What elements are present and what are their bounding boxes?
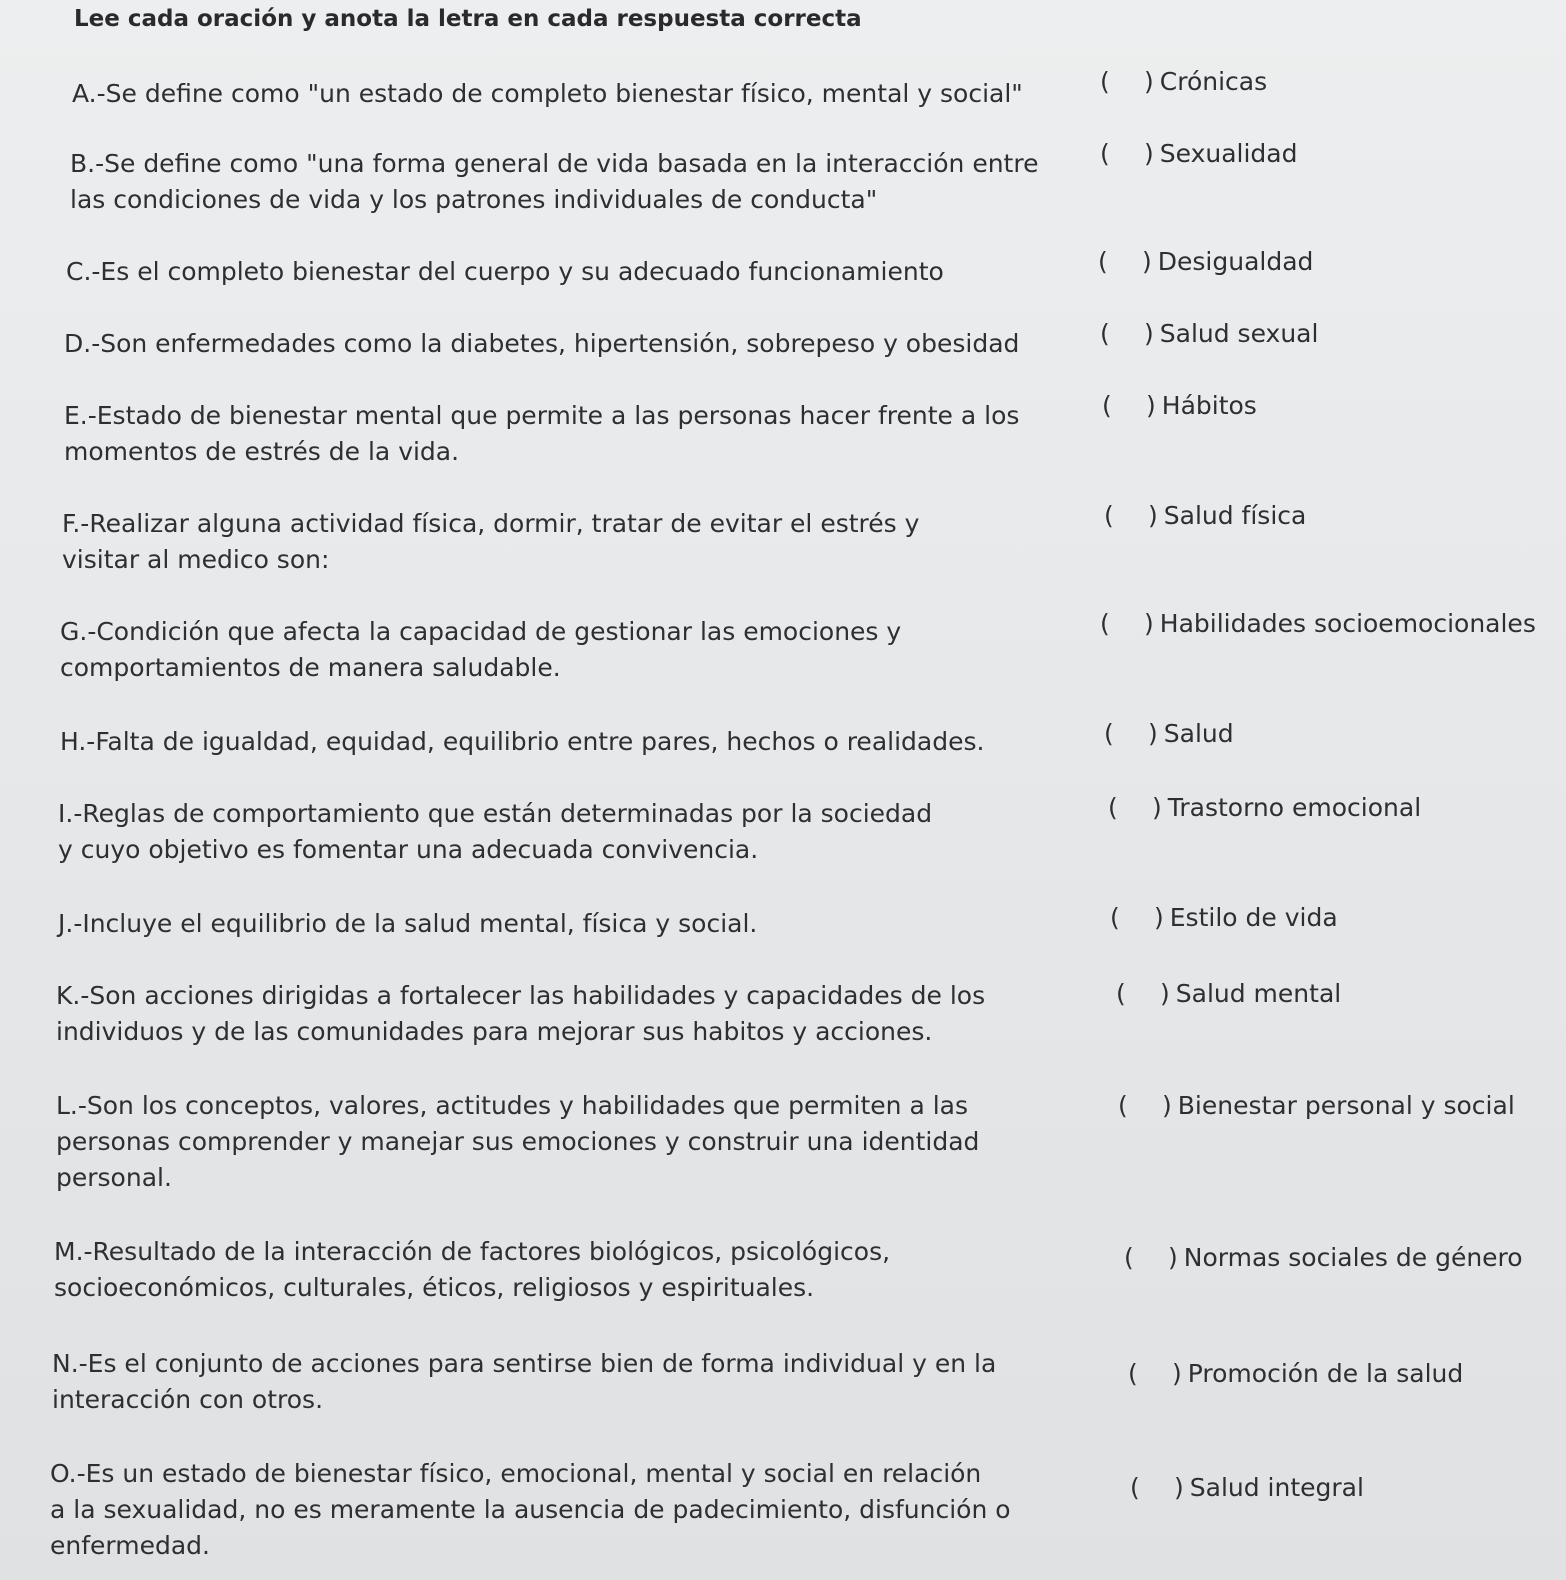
question-n [52, 1346, 996, 1418]
question-line: personal. [56, 1163, 172, 1192]
question-line: F.-Realizar alguna actividad física, dormir, tratar de evitar el estrés y [62, 509, 920, 538]
question-line: M.-Resultado de la interacción de factores biológicos, psicológicos, [54, 1237, 891, 1266]
answer-blank-salud-fisica[interactable] [1104, 498, 1306, 534]
question-line: personas comprender y manejar sus emociones y construir una identidad [56, 1127, 980, 1156]
question-i [58, 796, 932, 868]
question-line: socioeconómicos, culturales, éticos, religiosos y espirituales. [54, 1273, 815, 1302]
answer-paren-close: ) [1152, 793, 1162, 822]
question-j [58, 906, 757, 942]
question-line: C.-Es el completo bienestar del cuerpo y su adecuado funcionamiento [66, 257, 944, 286]
answer-paren-close: ) [1144, 139, 1154, 168]
answer-blank-desigualdad[interactable] [1098, 244, 1313, 280]
answer-paren-close: ) [1146, 391, 1156, 420]
question-line: L.-Son los conceptos, valores, actitudes y habilidades que permiten a las [56, 1091, 969, 1120]
question-line: H.-Falta de igualdad, equidad, equilibrio entre pares, hechos o realidades. [60, 727, 985, 756]
answer-paren-close: ) [1144, 609, 1154, 638]
question-o [50, 1456, 1011, 1564]
answer-paren-open: ( [1100, 609, 1110, 638]
answer-label: Sexualidad [1159, 139, 1298, 168]
answer-paren-open: ( [1116, 979, 1126, 1008]
answer-paren-close: ) [1172, 1359, 1182, 1388]
answer-label: Salud [1163, 719, 1234, 748]
answer-paren-close: ) [1148, 501, 1158, 530]
answer-blank-promocion-de-la-salud[interactable] [1128, 1356, 1463, 1392]
answer-paren-close: ) [1154, 903, 1164, 932]
answer-label: Estilo de vida [1169, 903, 1338, 932]
question-d [64, 326, 1019, 362]
answer-label: Normas sociales de género [1183, 1243, 1523, 1272]
answer-blank-normas-sociales-de-genero[interactable] [1124, 1240, 1523, 1276]
answer-label: Desigualdad [1157, 247, 1314, 276]
answer-blank-habilidades-socioemocionales[interactable] [1100, 606, 1536, 642]
answer-paren-close: ) [1160, 979, 1170, 1008]
answer-blank-salud-integral[interactable] [1130, 1470, 1364, 1506]
question-e [64, 398, 1019, 470]
question-c [66, 254, 944, 290]
question-line: G.-Condición que afecta la capacidad de gestionar las emociones y [60, 617, 902, 646]
answer-blank-sexualidad[interactable] [1100, 136, 1298, 172]
answer-label: Trastorno emocional [1167, 793, 1422, 822]
answer-blank-salud[interactable] [1104, 716, 1234, 752]
answer-paren-close: ) [1144, 67, 1154, 96]
worksheet-title: Lee cada oración y anota la letra en cada respuesta correcta [74, 6, 862, 32]
question-line: momentos de estrés de la vida. [64, 437, 460, 466]
question-line: a la sexualidad, no es meramente la ausencia de padecimiento, disfunción o [50, 1495, 1011, 1524]
answer-label: Salud mental [1175, 979, 1342, 1008]
answer-paren-close: ) [1162, 1091, 1172, 1120]
answer-paren-open: ( [1110, 903, 1120, 932]
answer-paren-open: ( [1102, 391, 1112, 420]
answer-label: Bienestar personal y social [1177, 1091, 1515, 1120]
answer-paren-close: ) [1148, 719, 1158, 748]
answer-blank-estilo-de-vida[interactable] [1110, 900, 1338, 936]
question-line: J.-Incluye el equilibrio de la salud mental, física y social. [58, 909, 758, 938]
answer-paren-open: ( [1098, 247, 1108, 276]
question-m [54, 1234, 890, 1306]
question-l [56, 1088, 979, 1196]
answer-blank-salud-mental[interactable] [1116, 976, 1341, 1012]
answer-label: Crónicas [1159, 67, 1268, 96]
answer-paren-open: ( [1124, 1243, 1134, 1272]
answer-paren-open: ( [1130, 1473, 1140, 1502]
answer-paren-open: ( [1100, 139, 1110, 168]
question-line: y cuyo objetivo es fomentar una adecuada convivencia. [58, 835, 759, 864]
answer-label: Salud física [1163, 501, 1307, 530]
question-line: visitar al medico son: [62, 545, 330, 574]
question-line: A.-Se define como "un estado de completo bienestar físico, mental y social" [72, 79, 1023, 108]
question-line: O.-Es un estado de bienestar físico, emocional, mental y social en relación [50, 1459, 982, 1488]
answer-paren-open: ( [1104, 719, 1114, 748]
question-h [60, 724, 984, 760]
answer-blank-bienestar-personal-y-social[interactable] [1118, 1088, 1515, 1124]
question-line: enfermedad. [50, 1531, 210, 1560]
answer-blank-trastorno-emocional[interactable] [1108, 790, 1421, 826]
question-b [70, 146, 1038, 218]
question-g [60, 614, 901, 686]
question-line: B.-Se define como "una forma general de vida basada en la interacción entre [70, 149, 1039, 178]
answer-blank-cronicas[interactable] [1100, 64, 1267, 100]
answer-paren-open: ( [1100, 319, 1110, 348]
question-k [56, 978, 985, 1050]
answer-label: Salud integral [1189, 1473, 1364, 1502]
answer-blank-habitos[interactable] [1102, 388, 1257, 424]
question-line: D.-Son enfermedades como la diabetes, hipertensión, sobrepeso y obesidad [64, 329, 1020, 358]
answer-paren-open: ( [1128, 1359, 1138, 1388]
answer-label: Habilidades socioemocionales [1159, 609, 1536, 638]
question-a [72, 76, 1023, 112]
question-line: N.-Es el conjunto de acciones para sentirse bien de forma individual y en la [52, 1349, 997, 1378]
question-line: E.-Estado de bienestar mental que permite a las personas hacer frente a los [64, 401, 1020, 430]
answer-blank-salud-sexual[interactable] [1100, 316, 1318, 352]
answer-paren-close: ) [1144, 319, 1154, 348]
question-line: las condiciones de vida y los patrones individuales de conducta" [70, 185, 878, 214]
question-line: comportamientos de manera saludable. [60, 653, 561, 682]
question-line: I.-Reglas de comportamiento que están determinadas por la sociedad [58, 799, 933, 828]
answer-paren-close: ) [1174, 1473, 1184, 1502]
question-line: individuos y de las comunidades para mejorar sus habitos y acciones. [56, 1017, 933, 1046]
answer-paren-close: ) [1168, 1243, 1178, 1272]
answer-label: Salud sexual [1159, 319, 1319, 348]
question-line: interacción con otros. [52, 1385, 324, 1414]
question-f [62, 506, 919, 578]
answer-paren-open: ( [1108, 793, 1118, 822]
question-line: K.-Son acciones dirigidas a fortalecer las habilidades y capacidades de los [56, 981, 986, 1010]
answer-label: Hábitos [1161, 391, 1257, 420]
answer-paren-open: ( [1100, 67, 1110, 96]
answer-label: Promoción de la salud [1187, 1359, 1464, 1388]
answer-paren-open: ( [1118, 1091, 1128, 1120]
answer-paren-close: ) [1142, 247, 1152, 276]
answer-paren-open: ( [1104, 501, 1114, 530]
